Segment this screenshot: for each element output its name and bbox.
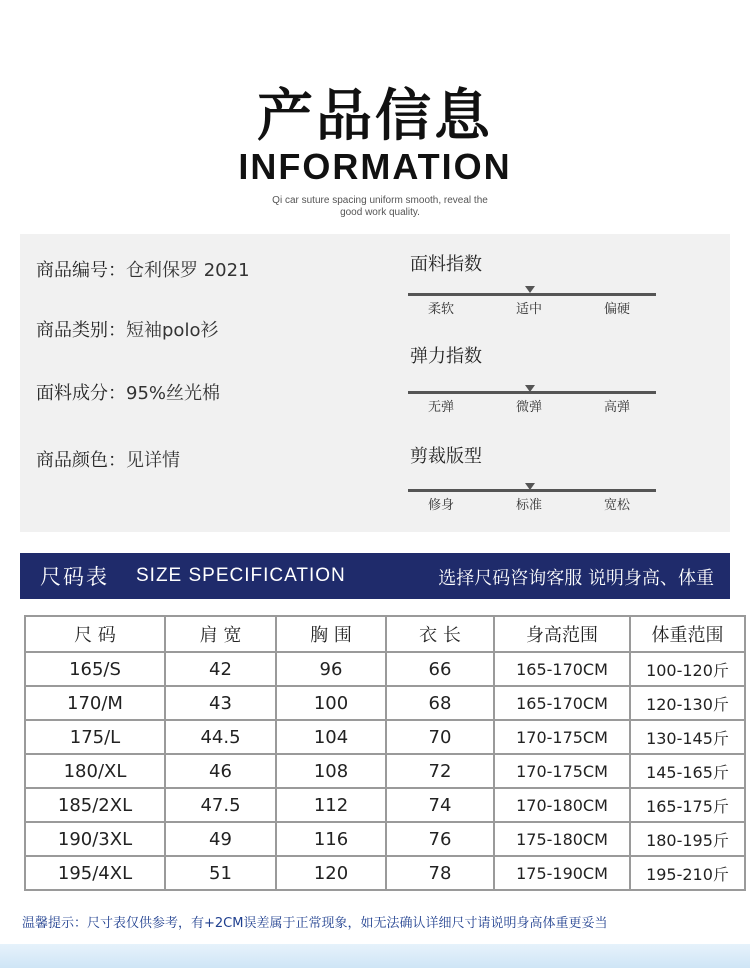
info-value: 见详情 [126,450,180,471]
table-cell: 108 [276,754,386,788]
table-cell: 175-190CM [494,856,630,890]
fabric-index-scale [408,293,656,296]
table-cell: 170-175CM [494,754,630,788]
table-row [25,652,745,686]
table-cell: 43 [165,686,276,720]
info-label: 面料成分： [36,383,126,404]
column-header-shoulder: 肩 宽 [165,616,276,652]
table-cell: 190/3XL [25,822,165,856]
fabric-index-marker [525,286,535,293]
table-cell: 195-210斤 [630,856,745,890]
info-row-category [36,316,218,342]
table-cell: 165-175斤 [630,788,745,822]
fabric-index-label-medium: 适中 [515,302,542,317]
table-cell: 185/2XL [25,788,165,822]
table-cell: 46 [165,754,276,788]
table-cell: 66 [386,652,494,686]
table-cell: 120 [276,856,386,890]
sky-background-strip [0,944,750,968]
fit-type-scale [408,489,656,492]
table-cell: 96 [276,652,386,686]
product-info-panel [20,234,730,532]
info-row-product-code [36,256,250,282]
fabric-index-label-hard: 偏硬 [603,302,630,317]
table-cell: 170-180CM [494,788,630,822]
table-cell: 180/XL [25,754,165,788]
info-value: 仓利保罗 2021 [126,260,250,281]
info-row-fabric [36,379,220,405]
fabric-index-title: 面料指数 [410,254,482,275]
column-header-size: 尺 码 [25,616,165,652]
table-row [25,754,745,788]
table-cell: 104 [276,720,386,754]
column-header-weight-range: 体重范围 [630,616,745,652]
size-spec-banner [20,553,730,599]
size-table [24,615,746,891]
page-title: 产品信息 [257,84,493,149]
table-cell: 51 [165,856,276,890]
table-cell: 44.5 [165,720,276,754]
table-cell: 112 [276,788,386,822]
table-cell: 170-175CM [494,720,630,754]
elasticity-index-title: 弹力指数 [410,346,482,367]
elasticity-index-label-none: 无弹 [427,400,454,415]
size-banner-title-en: SIZE SPECIFICATION [136,565,346,586]
info-label: 商品类别： [36,320,126,341]
table-cell: 165/S [25,652,165,686]
fit-type-title: 剪裁版型 [410,446,482,467]
table-row [25,856,745,890]
info-row-color [36,446,180,472]
table-cell: 116 [276,822,386,856]
table-cell: 165-170CM [494,652,630,686]
table-row [25,720,745,754]
table-cell: 47.5 [165,788,276,822]
page-title-english: INFORMATION [238,146,512,187]
table-cell: 145-165斤 [630,754,745,788]
size-banner-note: 选择尺码咨询客服 说明身高、体重 [438,568,714,589]
table-cell: 130-145斤 [630,720,745,754]
table-cell: 180-195斤 [630,822,745,856]
info-value: 短袖polo衫 [126,320,219,341]
table-cell: 42 [165,652,276,686]
table-cell: 72 [386,754,494,788]
table-cell: 49 [165,822,276,856]
fit-type-label-loose: 宽松 [603,498,630,513]
table-cell: 100 [276,686,386,720]
info-label: 商品编号： [36,260,126,281]
elasticity-index-label-slight: 微弹 [515,400,542,415]
column-header-chest: 胸 围 [276,616,386,652]
fit-type-label-slim: 修身 [427,498,454,513]
table-cell: 76 [386,822,494,856]
table-cell: 175/L [25,720,165,754]
column-header-length: 衣 长 [386,616,494,652]
size-banner-title-cn: 尺码表 [40,565,109,589]
table-row [25,686,745,720]
table-cell: 100-120斤 [630,652,745,686]
table-row [25,822,745,856]
elasticity-index-label-high: 高弹 [603,400,630,415]
info-label: 商品颜色： [36,450,126,471]
table-cell: 78 [386,856,494,890]
table-cell: 74 [386,788,494,822]
fabric-index-label-soft: 柔软 [427,302,454,317]
table-cell: 170/M [25,686,165,720]
fit-type-label-standard: 标准 [515,498,542,513]
table-cell: 195/4XL [25,856,165,890]
page-subtitle [250,195,510,219]
table-header-row [25,616,745,652]
elasticity-index-scale [408,391,656,394]
table-cell: 175-180CM [494,822,630,856]
table-cell: 120-130斤 [630,686,745,720]
table-cell: 68 [386,686,494,720]
table-cell: 165-170CM [494,686,630,720]
subtitle-line-1: Qi car suture spacing uniform smooth, reveal the [272,195,488,206]
info-value: 95%丝光棉 [126,383,221,404]
table-row [25,788,745,822]
table-cell: 70 [386,720,494,754]
subtitle-line-2: good work quality. [340,207,420,218]
size-tip-note: 温馨提示：尺寸表仅供参考，有+2CM误差属于正常现象，如无法确认详细尺寸请说明身高体重更妥当 [22,916,608,931]
column-header-height-range: 身高范围 [494,616,630,652]
